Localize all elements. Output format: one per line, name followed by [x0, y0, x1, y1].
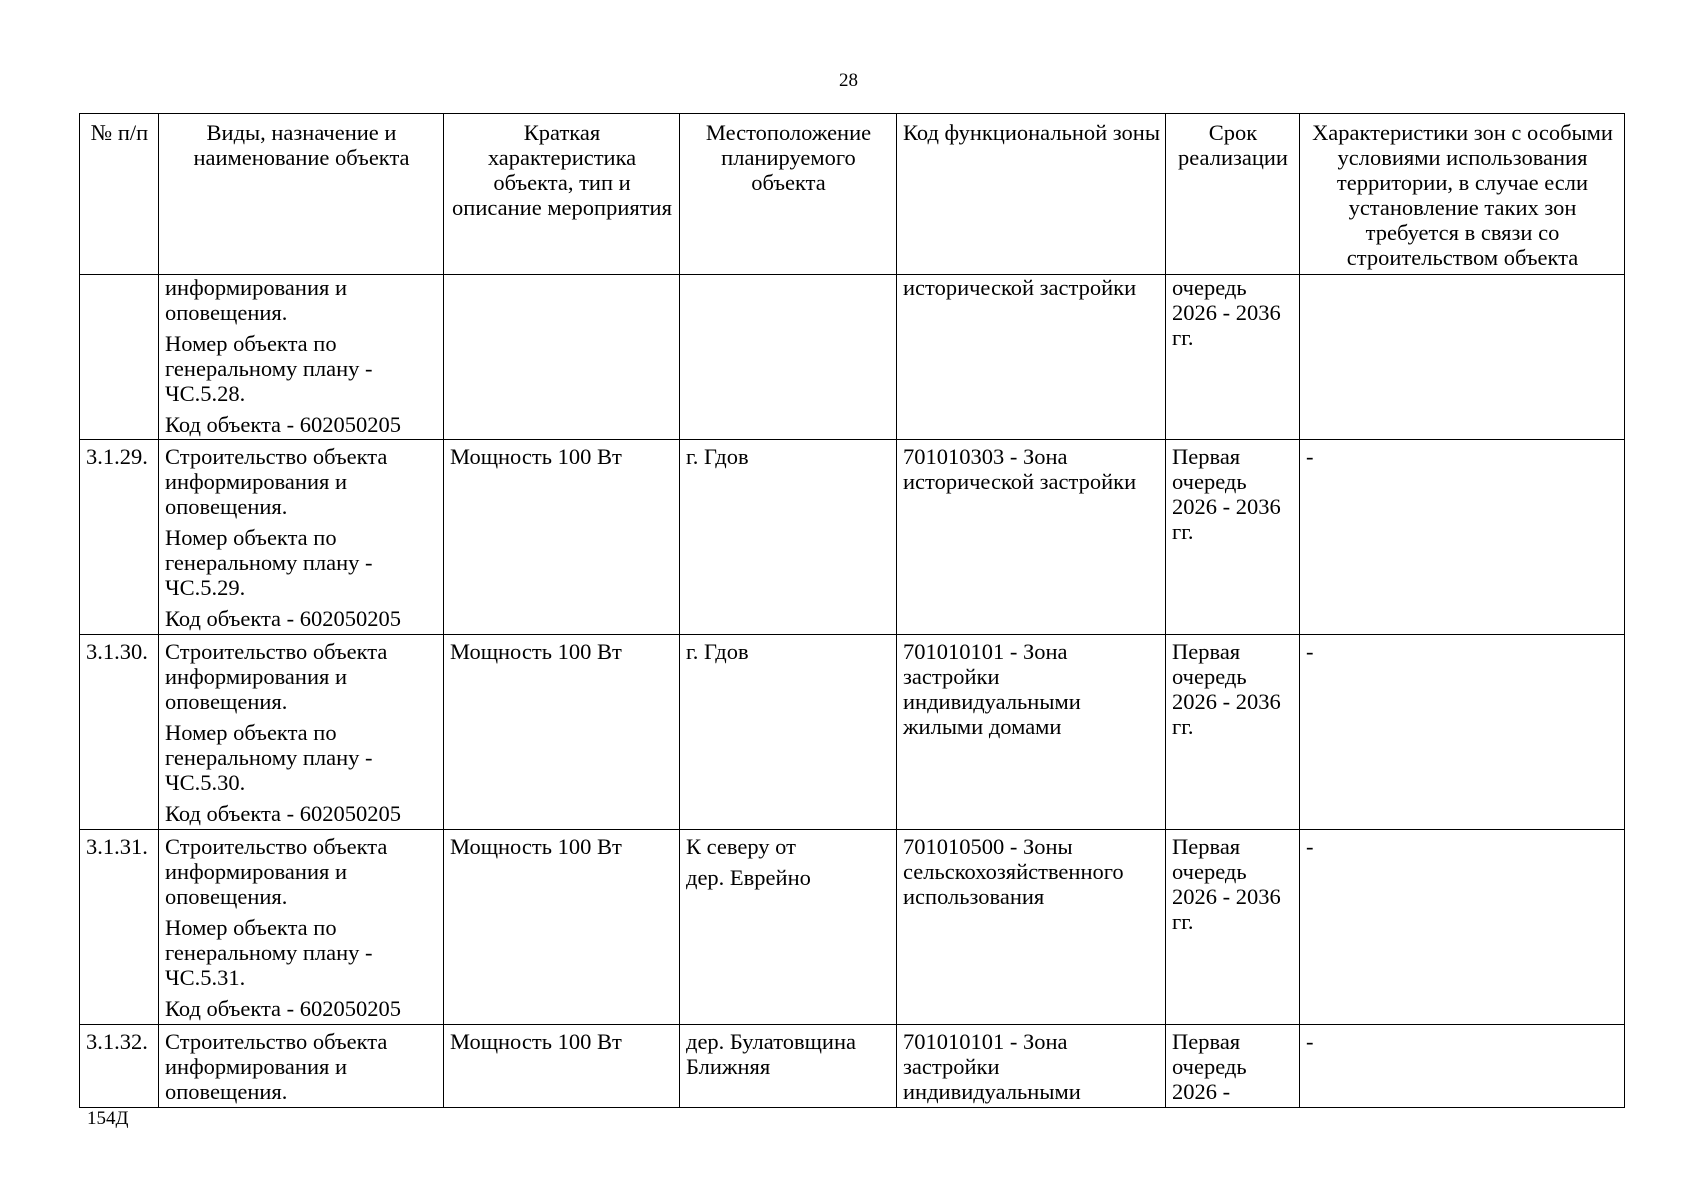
cell-location: [680, 830, 897, 1025]
planned-objects-table: [79, 113, 1625, 1108]
cell-number: 3.1.31.: [80, 830, 159, 1025]
cell-characteristic: [444, 275, 680, 440]
cell-object-name: [159, 635, 444, 830]
object-code: Код объекта - 602050205: [165, 801, 402, 826]
cell-object-name: [159, 1025, 444, 1108]
header-characteristic: Краткая характеристика объекта, тип и описание мероприятия: [444, 114, 680, 275]
cell-location: г. Гдов: [680, 440, 897, 635]
cell-characteristic: Мощность 100 Вт: [444, 830, 680, 1025]
object-title: Строительство объекта информирования и оповещения.: [165, 639, 388, 714]
table-row: [80, 275, 1625, 440]
cell-special-zones: [1300, 275, 1625, 440]
object-plan-number: Номер объекта по генеральному плану - ЧС.5.30.: [165, 720, 373, 795]
object-title: Строительство объекта информирования и оповещения.: [165, 1029, 388, 1104]
header-zone-code: Код функциональной зоны: [897, 114, 1166, 275]
cell-zone-code: 701010303 - Зона исторической застройки: [897, 440, 1166, 635]
cell-special-zones: -: [1300, 635, 1625, 830]
cell-number: 3.1.32.: [80, 1025, 159, 1108]
table-row: [80, 830, 1625, 1025]
header-term: Срок реализации: [1166, 114, 1300, 275]
cell-location: [680, 275, 897, 440]
cell-special-zones: -: [1300, 830, 1625, 1025]
cell-number: 3.1.29.: [80, 440, 159, 635]
object-title: Строительство объекта информирования и оповещения.: [165, 444, 388, 519]
object-title: информирования и оповещения.: [165, 275, 348, 325]
cell-zone-code: 701010500 - Зоны сельскохозяйственного использования: [897, 830, 1166, 1025]
cell-object-name: [159, 830, 444, 1025]
header-object-name: Виды, назначение и наименование объекта: [159, 114, 444, 275]
object-plan-number: Номер объекта по генеральному плану - ЧС.5.28.: [165, 331, 373, 406]
header-number: № п/п: [80, 114, 159, 275]
table-row: [80, 1025, 1625, 1108]
document-code: 154Д: [87, 1108, 129, 1129]
cell-object-name: [159, 275, 444, 440]
table-row: [80, 440, 1625, 635]
cell-number: [80, 275, 159, 440]
cell-number: 3.1.30.: [80, 635, 159, 830]
object-code: Код объекта - 602050205: [165, 412, 402, 437]
cell-term: очередь 2026 - 2036 гг.: [1166, 275, 1300, 440]
page-number: 28: [839, 70, 858, 91]
object-code: Код объекта - 602050205: [165, 606, 402, 631]
table-header-row: [80, 114, 1625, 275]
cell-zone-code: исторической застройки: [897, 275, 1166, 440]
cell-characteristic: Мощность 100 Вт: [444, 440, 680, 635]
cell-location: г. Гдов: [680, 635, 897, 830]
object-plan-number: Номер объекта по генеральному плану - ЧС.5.31.: [165, 915, 373, 990]
location-line: К северу от: [686, 834, 796, 859]
object-plan-number: Номер объекта по генеральному плану - ЧС.5.29.: [165, 525, 373, 600]
cell-characteristic: Мощность 100 Вт: [444, 1025, 680, 1108]
location-line: дер. Еврейно: [686, 865, 811, 890]
table-row: [80, 635, 1625, 830]
cell-special-zones: -: [1300, 440, 1625, 635]
cell-term: Первая очередь 2026 - 2036 гг.: [1166, 830, 1300, 1025]
header-special-zones: Характеристики зон с особыми условиями использования территории, в случае если установление таких зон требуется в связи со строительством объекта: [1300, 114, 1625, 275]
cell-zone-code: 701010101 - Зона застройки индивидуальными: [897, 1025, 1166, 1108]
cell-location: дер. Булатовщина Ближняя: [680, 1025, 897, 1108]
cell-zone-code: 701010101 - Зона застройки индивидуальными жилыми домами: [897, 635, 1166, 830]
cell-object-name: [159, 440, 444, 635]
object-title: Строительство объекта информирования и оповещения.: [165, 834, 388, 909]
header-location: Местоположение планируемого объекта: [680, 114, 897, 275]
cell-term: Первая очередь 2026 - 2036 гг.: [1166, 635, 1300, 830]
cell-term: Первая очередь 2026 -: [1166, 1025, 1300, 1108]
cell-characteristic: Мощность 100 Вт: [444, 635, 680, 830]
cell-term: Первая очередь 2026 - 2036 гг.: [1166, 440, 1300, 635]
cell-special-zones: -: [1300, 1025, 1625, 1108]
object-code: Код объекта - 602050205: [165, 996, 402, 1021]
